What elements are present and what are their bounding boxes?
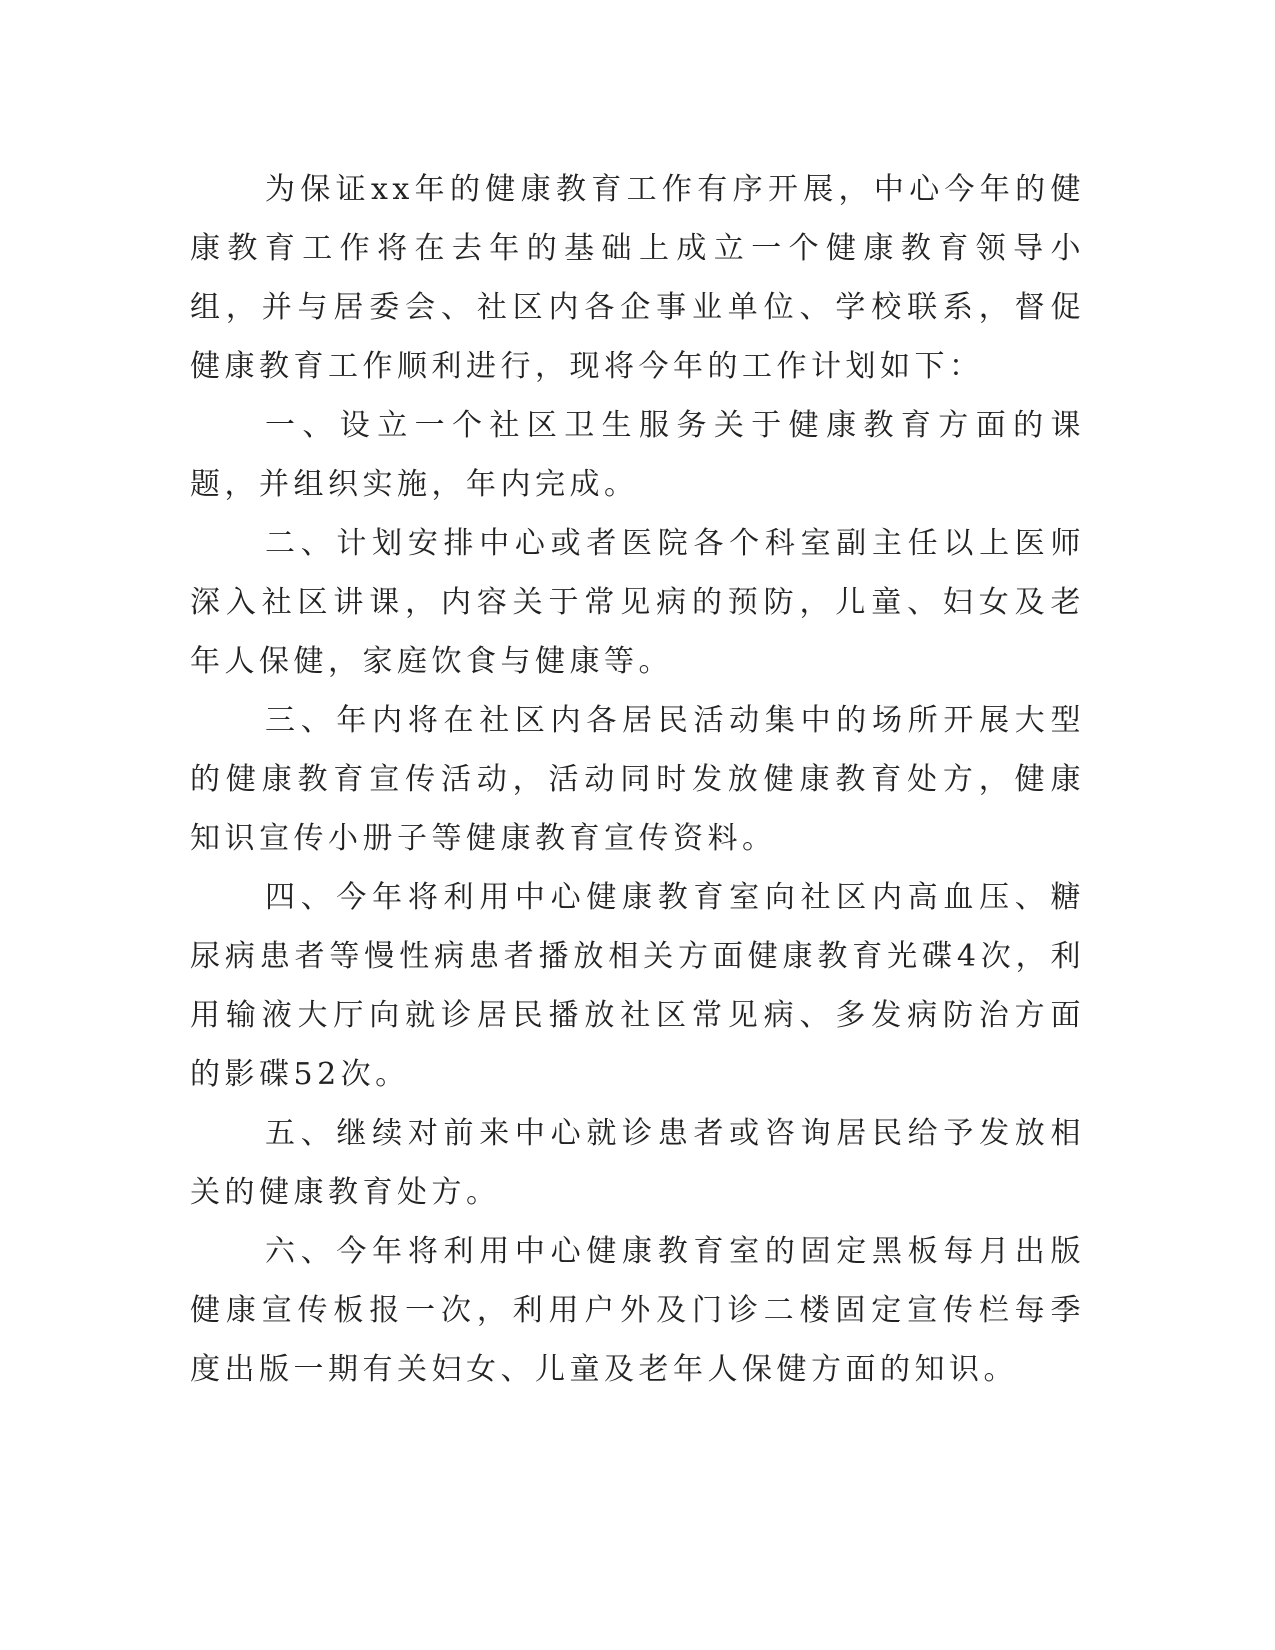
document-body <box>190 160 1085 1399</box>
paragraph-item-5: 五、继续对前来中心就诊患者或咨询居民给予发放相关的健康教育处方。 <box>190 1116 1085 1210</box>
paragraph-item-3: 三、年内将在社区内各居民活动集中的场所开展大型的健康教育宣传活动，活动同时发放健康教育处方，健康知识宣传小册子等健康教育宣传资料。 <box>190 703 1085 856</box>
paragraph-item-4: 四、今年将利用中心健康教育室向社区内高血压、糖尿病患者等慢性病患者播放相关方面健康教育光碟4次，利用输液大厅向就诊居民播放社区常见病、多发病防治方面的影碟52次。 <box>190 880 1085 1092</box>
paragraph-item-2: 二、计划安排中心或者医院各个科室副主任以上医师深入社区讲课，内容关于常见病的预防，儿童、妇女及老年人保健，家庭饮食与健康等。 <box>190 526 1085 679</box>
paragraph-item-1: 一、设立一个社区卫生服务关于健康教育方面的课题，并组织实施，年内完成。 <box>190 408 1085 502</box>
paragraph-item-6: 六、今年将利用中心健康教育室的固定黑板每月出版健康宣传板报一次，利用户外及门诊二楼固定宣传栏每季度出版一期有关妇女、儿童及老年人保健方面的知识。 <box>190 1234 1085 1387</box>
paragraph-intro: 为保证xx年的健康教育工作有序开展，中心今年的健康教育工作将在去年的基础上成立一个健康教育领导小组，并与居委会、社区内各企事业单位、学校联系，督促健康教育工作顺利进行，现将今年的工作计划如下： <box>190 172 1085 384</box>
